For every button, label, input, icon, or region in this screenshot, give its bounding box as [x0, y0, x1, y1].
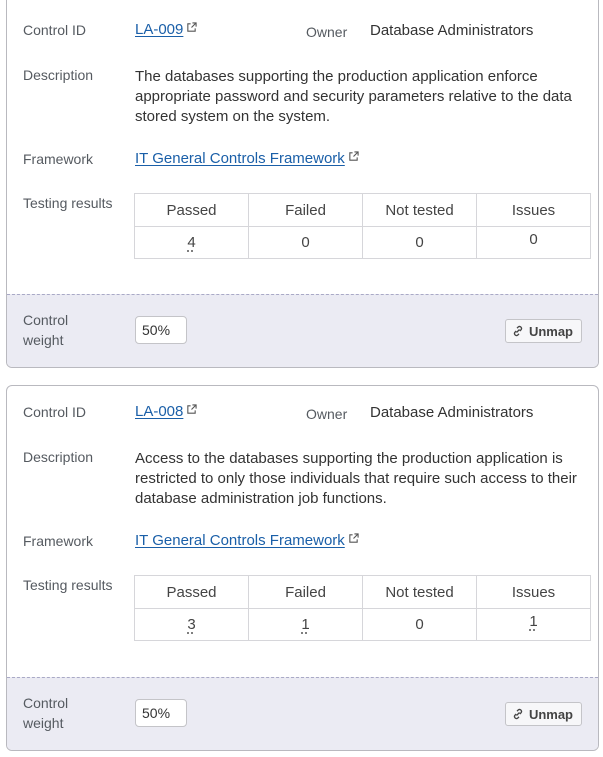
- control-weight-label: Control weight: [23, 695, 69, 731]
- framework-link[interactable]: IT General Controls Framework: [135, 150, 345, 167]
- passed-cell: [135, 609, 249, 641]
- control-weight-label: Control weight: [23, 312, 69, 348]
- failed-count: 0: [249, 227, 363, 259]
- header-failed: Failed: [249, 194, 363, 227]
- header-issues: Issues: [477, 576, 591, 609]
- header-passed: Passed: [135, 194, 249, 227]
- owner-label: Owner: [306, 406, 348, 422]
- header-passed: Passed: [135, 576, 249, 609]
- framework-label: Framework: [23, 151, 94, 167]
- control-id-value: [135, 403, 197, 420]
- external-link-icon: [186, 22, 197, 33]
- failed-count[interactable]: 1: [301, 616, 310, 633]
- framework-value: [135, 150, 359, 167]
- not-tested-count: 0: [363, 227, 477, 259]
- control-card: [6, 0, 599, 368]
- header-failed: Failed: [249, 576, 363, 609]
- unmap-label: Unmap: [528, 323, 573, 339]
- description-label: Description: [23, 449, 94, 465]
- external-link-icon: [348, 533, 359, 544]
- issues-count[interactable]: 1: [529, 613, 538, 630]
- unmap-button[interactable]: [505, 319, 582, 343]
- description-text: The databases supporting the production application enforce appropriate password and security parameters relative to the data stored system on the system.: [135, 68, 572, 125]
- passed-count[interactable]: 3: [187, 616, 196, 633]
- testing-results-table: [134, 575, 591, 641]
- testing-results-label: Testing results: [23, 577, 113, 593]
- passed-cell: [135, 227, 249, 259]
- control-id-label: Control ID: [23, 22, 87, 38]
- card-footer: [7, 294, 598, 367]
- owner-label: Owner: [306, 24, 348, 40]
- framework-value: [135, 532, 359, 549]
- owner-value: Database Administrators: [370, 22, 534, 39]
- control-id-link[interactable]: LA-008: [135, 403, 184, 420]
- not-tested-count: 0: [363, 609, 477, 641]
- header-not-tested: Not tested: [363, 194, 477, 227]
- issues-cell: [477, 609, 591, 641]
- framework-link[interactable]: IT General Controls Framework: [135, 532, 345, 549]
- header-not-tested: Not tested: [363, 576, 477, 609]
- unlink-icon: [512, 325, 524, 337]
- failed-cell: [249, 609, 363, 641]
- card-footer: [7, 677, 598, 750]
- testing-results-table: [134, 193, 591, 259]
- header-issues: Issues: [477, 194, 591, 227]
- unmap-button[interactable]: [505, 702, 582, 726]
- description-label: Description: [23, 67, 94, 83]
- control-weight-input[interactable]: [135, 699, 187, 727]
- external-link-icon: [348, 151, 359, 162]
- control-card: [6, 385, 599, 751]
- description-text: Access to the databases supporting the production application is restricted to only those individuals that require such access to their database administration job functions.: [135, 450, 577, 507]
- control-id-value: [135, 21, 197, 38]
- control-id-link[interactable]: LA-009: [135, 21, 184, 38]
- control-id-label: Control ID: [23, 404, 87, 420]
- passed-count[interactable]: 4: [187, 234, 196, 251]
- owner-value: Database Administrators: [370, 404, 534, 421]
- framework-label: Framework: [23, 533, 94, 549]
- control-weight-input[interactable]: [135, 316, 187, 344]
- unlink-icon: [512, 708, 524, 720]
- unmap-label: Unmap: [528, 706, 573, 722]
- issues-count: 0: [477, 227, 591, 259]
- external-link-icon: [186, 404, 197, 415]
- testing-results-label: Testing results: [23, 195, 113, 211]
